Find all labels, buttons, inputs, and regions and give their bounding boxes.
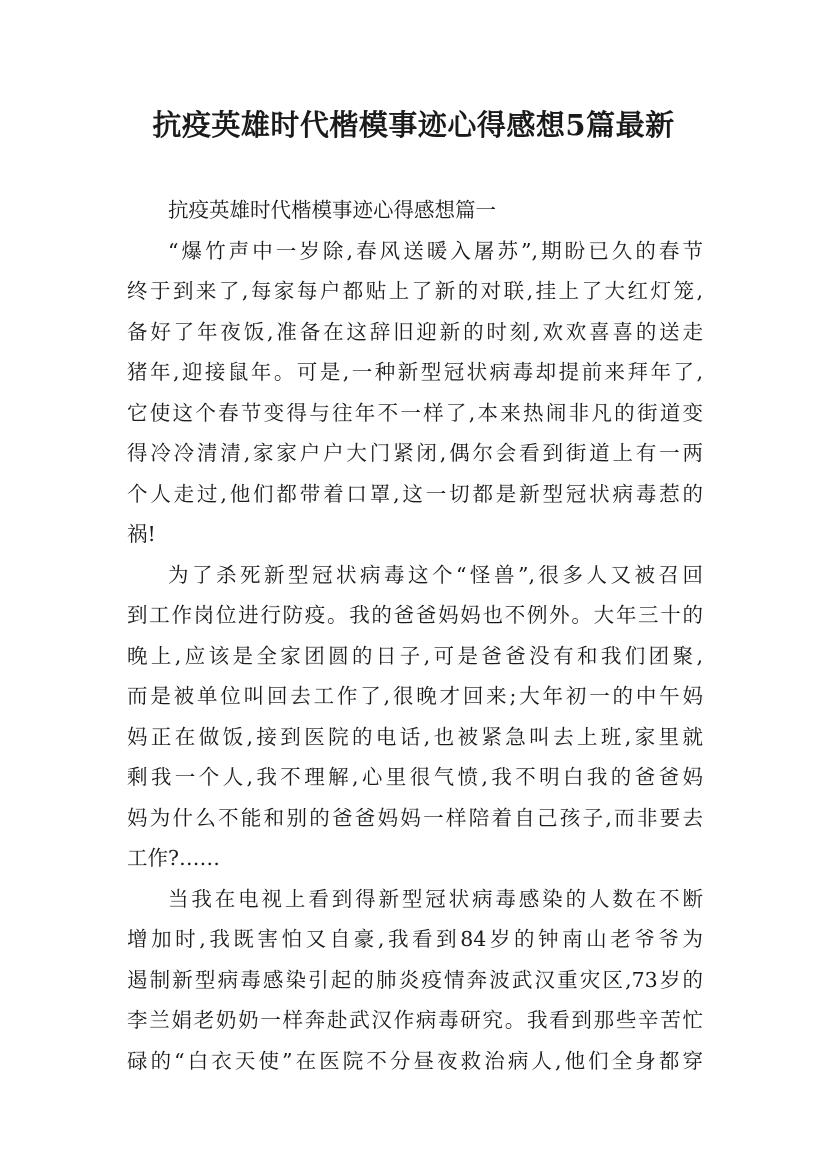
text-line: 李兰娟老奶奶一样奔赴武汉作病毒研究。我看到那些辛苦忙 bbox=[127, 1008, 703, 1032]
text-line: 当我在电视上看到得新型冠状病毒感染的人数在不断 bbox=[168, 886, 703, 911]
text-line: 而是被单位叫回去工作了,很晚才回来;大年初一的中午妈 bbox=[127, 684, 703, 708]
text-line: 妈正在做饭,接到医院的电话,也被紧急叫去上班,家里就 bbox=[127, 724, 703, 749]
text-line: 增加时,我既害怕又自豪,我看到84岁的钟南山老爷爷为 bbox=[127, 927, 703, 951]
text-line: 个人走过,他们都带着口罩,这一切都是新型冠状病毒惹的 bbox=[127, 481, 703, 506]
text-line: 到工作岗位进行防疫。我的爸爸妈妈也不例外。大年三十的 bbox=[127, 603, 703, 627]
text-line: 剩我一个人,我不理解,心里很气愤,我不明白我的爸爸妈 bbox=[127, 765, 703, 789]
text-line: 祸! bbox=[127, 522, 156, 546]
text-line: 工作?…… bbox=[127, 846, 220, 870]
text-line: 终于到来了,每家每户都贴上了新的对联,挂上了大红灯笼, bbox=[127, 279, 703, 303]
text-line: 碌的“白衣天使”在医院不分昼夜救治病人,他们全身都穿 bbox=[127, 1048, 703, 1073]
text-line: “爆竹声中一岁除,春风送暖入屠苏”,期盼已久的春节 bbox=[168, 238, 703, 263]
section-heading: 抗疫英雄时代楷模事迹心得感想篇一 bbox=[168, 198, 496, 222]
text-line: 备好了年夜饭,准备在这辞旧迎新的时刻,欢欢喜喜的送走 bbox=[127, 319, 703, 344]
text-line: 妈为什么不能和别的爸爸妈妈一样陪着自己孩子,而非要去 bbox=[127, 805, 703, 830]
text-line: 晚上,应该是全家团圆的日子,可是爸爸没有和我们团聚, bbox=[127, 643, 703, 668]
text-line: 为了杀死新型冠状病毒这个“怪兽”,很多人又被召回 bbox=[168, 562, 703, 587]
text-line: 猪年,迎接鼠年。可是,一种新型冠状病毒却提前来拜年了, bbox=[127, 360, 703, 384]
document-title: 抗疫英雄时代楷模事迹心得感想5篇最新 bbox=[152, 108, 675, 142]
text-line: 它使这个春节变得与往年不一样了,本来热闹非凡的街道变 bbox=[127, 400, 703, 425]
text-line: 遏制新型病毒感染引起的肺炎疫情奔波武汉重灾区,73岁的 bbox=[127, 967, 703, 992]
document-body bbox=[127, 190, 703, 1081]
text-line: 得冷冷清清,家家户户大门紧闭,偶尔会看到街道上有一两 bbox=[127, 441, 703, 465]
